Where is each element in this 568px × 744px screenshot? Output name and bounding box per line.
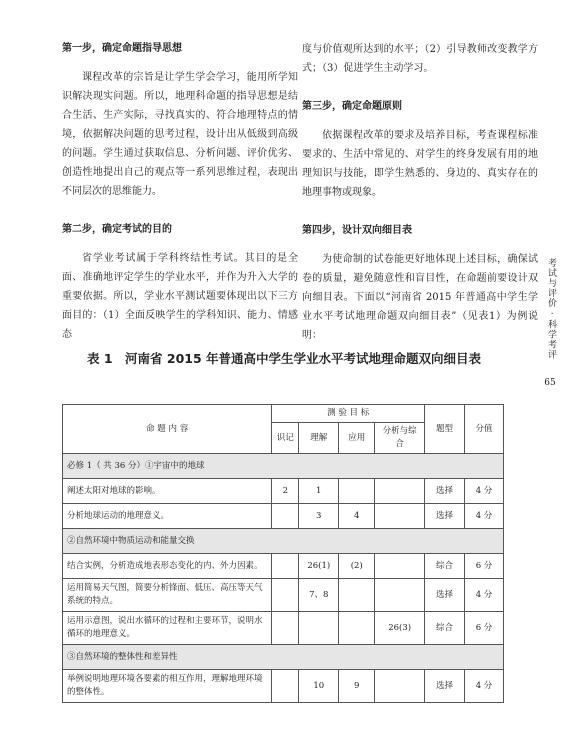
paragraph-step4: 为使命制的试卷能更好地体现上述目标，确保试卷的质量，避免随意性和盲目性，在命题前要设计双向细目表。下面以“河南省 2015 年普通高中学生学业水平考试地理命题双向细目表”（见表1）为例说明： bbox=[302, 254, 538, 341]
content-cell: 运用示意图，说出水循环的过程和主要环节，说明水循环的地理意义。 bbox=[63, 612, 272, 645]
type-cell: 选择 bbox=[425, 479, 465, 504]
analyze-cell bbox=[375, 504, 425, 529]
table-row bbox=[63, 504, 504, 529]
memorize-cell bbox=[272, 579, 299, 612]
type-cell: 综合 bbox=[425, 554, 465, 579]
table-row bbox=[63, 554, 504, 579]
paragraph-step3: 依据课程改革的要求及培养目标，考查课程标准要求的、生活中常见的、对学生的终身发展有用的地理知识与技能，即学生熟悉的、身边的、真实存在的地理事物或现象。 bbox=[302, 130, 538, 198]
type-cell: 选择 bbox=[425, 670, 465, 703]
paragraph-continued: 度与价值观所达到的水平；（2）引导教师改变教学方式；（3）促进学生主动学习。 bbox=[302, 44, 538, 74]
score-cell: 4 分 bbox=[465, 479, 504, 504]
section-heading-step2: 第二步，确定考试的目的 bbox=[62, 224, 172, 235]
table-row bbox=[63, 670, 504, 703]
apply-cell: 4 bbox=[339, 504, 375, 529]
apply-cell: 9 bbox=[339, 670, 375, 703]
header-type: 题型 bbox=[425, 405, 465, 454]
section-cell: ③自然环境的整体性和差异性 bbox=[63, 645, 504, 670]
apply-cell bbox=[339, 479, 375, 504]
table-row-section bbox=[63, 454, 504, 479]
detail-table bbox=[62, 404, 504, 703]
memorize-cell bbox=[272, 504, 299, 529]
understand-cell: 7、8 bbox=[299, 579, 339, 612]
score-cell: 6 分 bbox=[465, 554, 504, 579]
score-cell: 6 分 bbox=[465, 612, 504, 645]
section-heading-step4: 第四步，设计双向细目表 bbox=[302, 225, 412, 236]
table-title: 表 1 河南省 2015 年普通高中学生学业水平考试地理命题双向细目表 bbox=[86, 351, 482, 366]
header-content: 命 题 内 容 bbox=[63, 405, 272, 454]
section-heading-step3: 第三步，确定命题原则 bbox=[302, 101, 402, 112]
memorize-cell bbox=[272, 670, 299, 703]
paragraph-step1: 课程改革的宗旨是让学生学会学习，能用所学知识解决现实问题。所以，地理科命题的指导思想是结合生活、生产实际，寻找真实的、符合地理特点的情境，依据解决问题的思考过程，设计出从低级到高级的问题。学生通过获取信息、分析问题、评价优劣、创造性地提出自己的观点等一系列思维过程，表现出不同层次的思维能力。 bbox=[62, 72, 298, 197]
understand-cell: 3 bbox=[299, 504, 339, 529]
memorize-cell bbox=[272, 612, 299, 645]
content-cell: 举例说明地理环境各要素的相互作用，理解地理环境的整体性。 bbox=[63, 670, 272, 703]
analyze-cell bbox=[375, 554, 425, 579]
score-cell: 4 分 bbox=[465, 670, 504, 703]
apply-cell: (2) bbox=[339, 554, 375, 579]
type-cell: 综合 bbox=[425, 612, 465, 645]
apply-cell bbox=[339, 612, 375, 645]
table-row bbox=[63, 579, 504, 612]
type-cell: 选择 bbox=[425, 504, 465, 529]
header-score: 分值 bbox=[465, 405, 504, 454]
score-cell: 4 分 bbox=[465, 504, 504, 529]
memorize-cell bbox=[272, 554, 299, 579]
table-row-section bbox=[63, 645, 504, 670]
content-cell: 阐述太阳对地球的影响。 bbox=[63, 479, 272, 504]
apply-cell bbox=[339, 579, 375, 612]
analyze-cell bbox=[375, 670, 425, 703]
page-number: 65 bbox=[544, 378, 556, 388]
table-row bbox=[63, 479, 504, 504]
understand-cell: 26(1) bbox=[299, 554, 339, 579]
analyze-cell bbox=[375, 579, 425, 612]
paragraph-step2: 省学业考试属于学科终结性考试。其目的是全面、准确地评定学生的学业水平，并作为升入大学的重要依据。所以，学业水平测试题要体现出以下三方面目的：（1）全面反映学生的学科知识、能力、情感态 bbox=[62, 253, 298, 340]
header-analyze: 分析与综合 bbox=[375, 423, 425, 454]
understand-cell: 1 bbox=[299, 479, 339, 504]
understand-cell bbox=[299, 612, 339, 645]
content-cell: 分析地球运动的地理意义。 bbox=[63, 504, 272, 529]
content-cell: 结合实例，分析造成地表形态变化的内、外力因素。 bbox=[63, 554, 272, 579]
section-cell: 必修 1（ 共 36 分）①宇宙中的地球 bbox=[63, 454, 504, 479]
side-label: 考试与评价 · 科学考评 bbox=[546, 258, 556, 360]
left-column bbox=[62, 40, 298, 344]
analyze-cell bbox=[375, 479, 425, 504]
understand-cell: 10 bbox=[299, 670, 339, 703]
table-row bbox=[63, 612, 504, 645]
right-column bbox=[302, 40, 538, 345]
section-heading-step1: 第一步，确定命题指导思想 bbox=[62, 43, 182, 54]
content-cell: 运用简易天气图，简要分析锋面、低压、高压等天气系统的特点。 bbox=[63, 579, 272, 612]
header-memorize: 识记 bbox=[272, 423, 299, 454]
table-row-section bbox=[63, 529, 504, 554]
header-goal: 测 验 目 标 bbox=[272, 405, 425, 423]
header-understand: 理解 bbox=[299, 423, 339, 454]
score-cell: 4 分 bbox=[465, 579, 504, 612]
analyze-cell: 26(3) bbox=[375, 612, 425, 645]
section-cell: ②自然环境中物质运动和能量交换 bbox=[63, 529, 504, 554]
type-cell: 选择 bbox=[425, 579, 465, 612]
memorize-cell: 2 bbox=[272, 479, 299, 504]
header-apply: 应用 bbox=[339, 423, 375, 454]
